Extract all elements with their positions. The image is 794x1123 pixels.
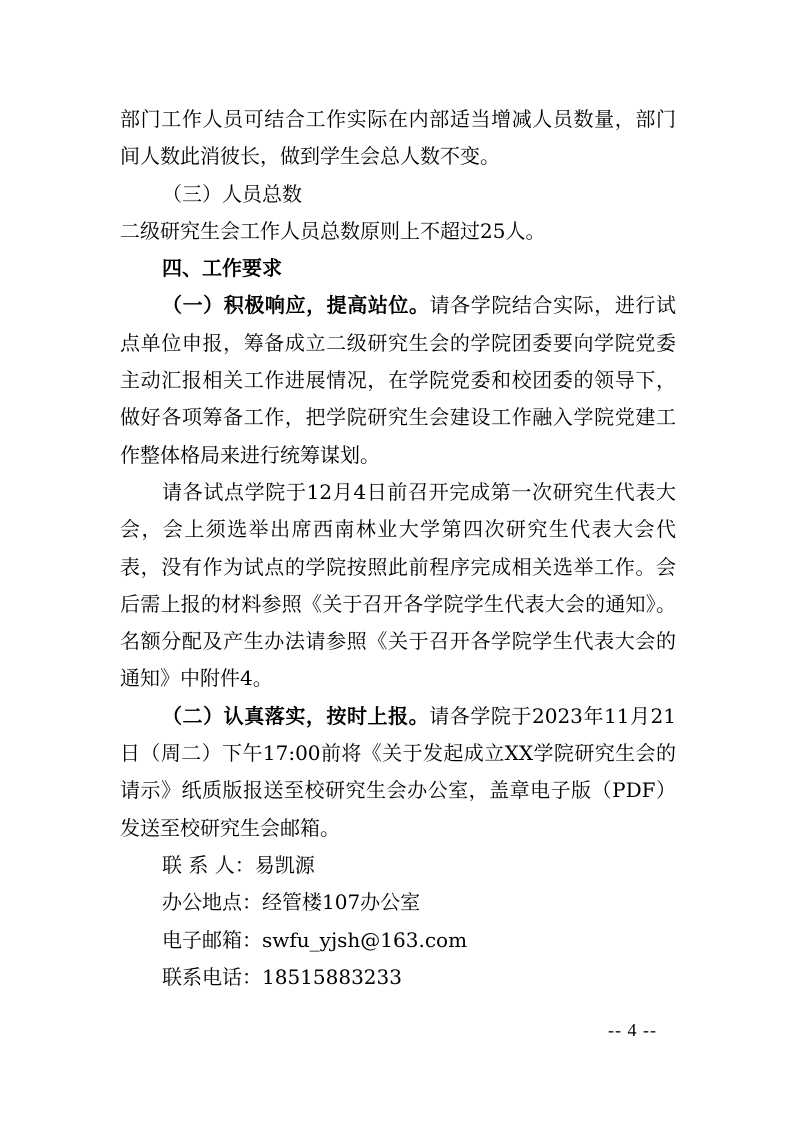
document-body xyxy=(120,101,676,996)
email-row xyxy=(120,922,676,959)
contact-person-row xyxy=(120,847,676,884)
paragraph-pilot-colleges: 请各试点学院于12月4日前召开完成第一次研究生代表大会，会上须选举出席西南林业大学第四次研究生代表大会代表，没有作为试点的学院按照此前程序完成相关选举工作。会后需上报的材料参照《关于召开各学院学生代表大会的通知》。名额分配及产生办法请参照《关于召开各学院学生代表大会的通知》中附件4。 xyxy=(120,479,676,691)
text-report-on-time: 请各学院于2023年11月21日（周二）下午17:00前将《关于发起成立XX学院研究生会的请示》纸质版报送至校研究生会办公室，盖章电子版（PDF）发送至校研究生会邮箱。 xyxy=(120,703,677,840)
paragraph-respond-actively xyxy=(120,287,676,473)
phone-label: 联系电话： xyxy=(162,964,262,989)
heading-total-staff: （三）人员总数 xyxy=(162,181,302,206)
subheading-report-on-time: （二）认真落实，按时上报。 xyxy=(162,703,430,728)
paragraph-report-on-time xyxy=(120,698,676,847)
contact-person-label: 联 系 人： xyxy=(162,852,255,877)
email-label: 电子邮箱： xyxy=(162,927,262,952)
paragraph-total-staff: 二级研究生会工作人员总数原则上不超过25人。 xyxy=(120,218,546,243)
office-location-label: 办公地点： xyxy=(162,890,262,915)
heading-work-requirements: 四、工作要求 xyxy=(162,256,282,281)
subheading-respond-actively: （一）积极响应，提高站位。 xyxy=(162,293,430,318)
contact-person-value: 易凯源 xyxy=(254,852,315,877)
office-location-row xyxy=(120,884,676,921)
text-respond-actively: 请各学院结合实际，进行试点单位申报，筹备成立二级研究生会的学院团委要向学院党委主动汇报相关工作进展情况，在学院党委和校团委的领导下，做好各项筹备工作，把学院研究生会建设工作融入学院党建工作整体格局来进行统筹谋划。 xyxy=(120,293,677,467)
email-value: swfu_yjsh@163.com xyxy=(262,927,468,952)
office-location-value: 经管楼107办公室 xyxy=(262,890,421,915)
phone-value: 18515883233 xyxy=(262,964,402,989)
page-number: -- 4 -- xyxy=(608,1020,657,1040)
paragraph-staff-adjustment: 部门工作人员可结合工作实际在内部适当增减人员数量，部门间人数此消彼长，做到学生会总人数不变。 xyxy=(120,107,676,169)
phone-row xyxy=(120,959,676,996)
